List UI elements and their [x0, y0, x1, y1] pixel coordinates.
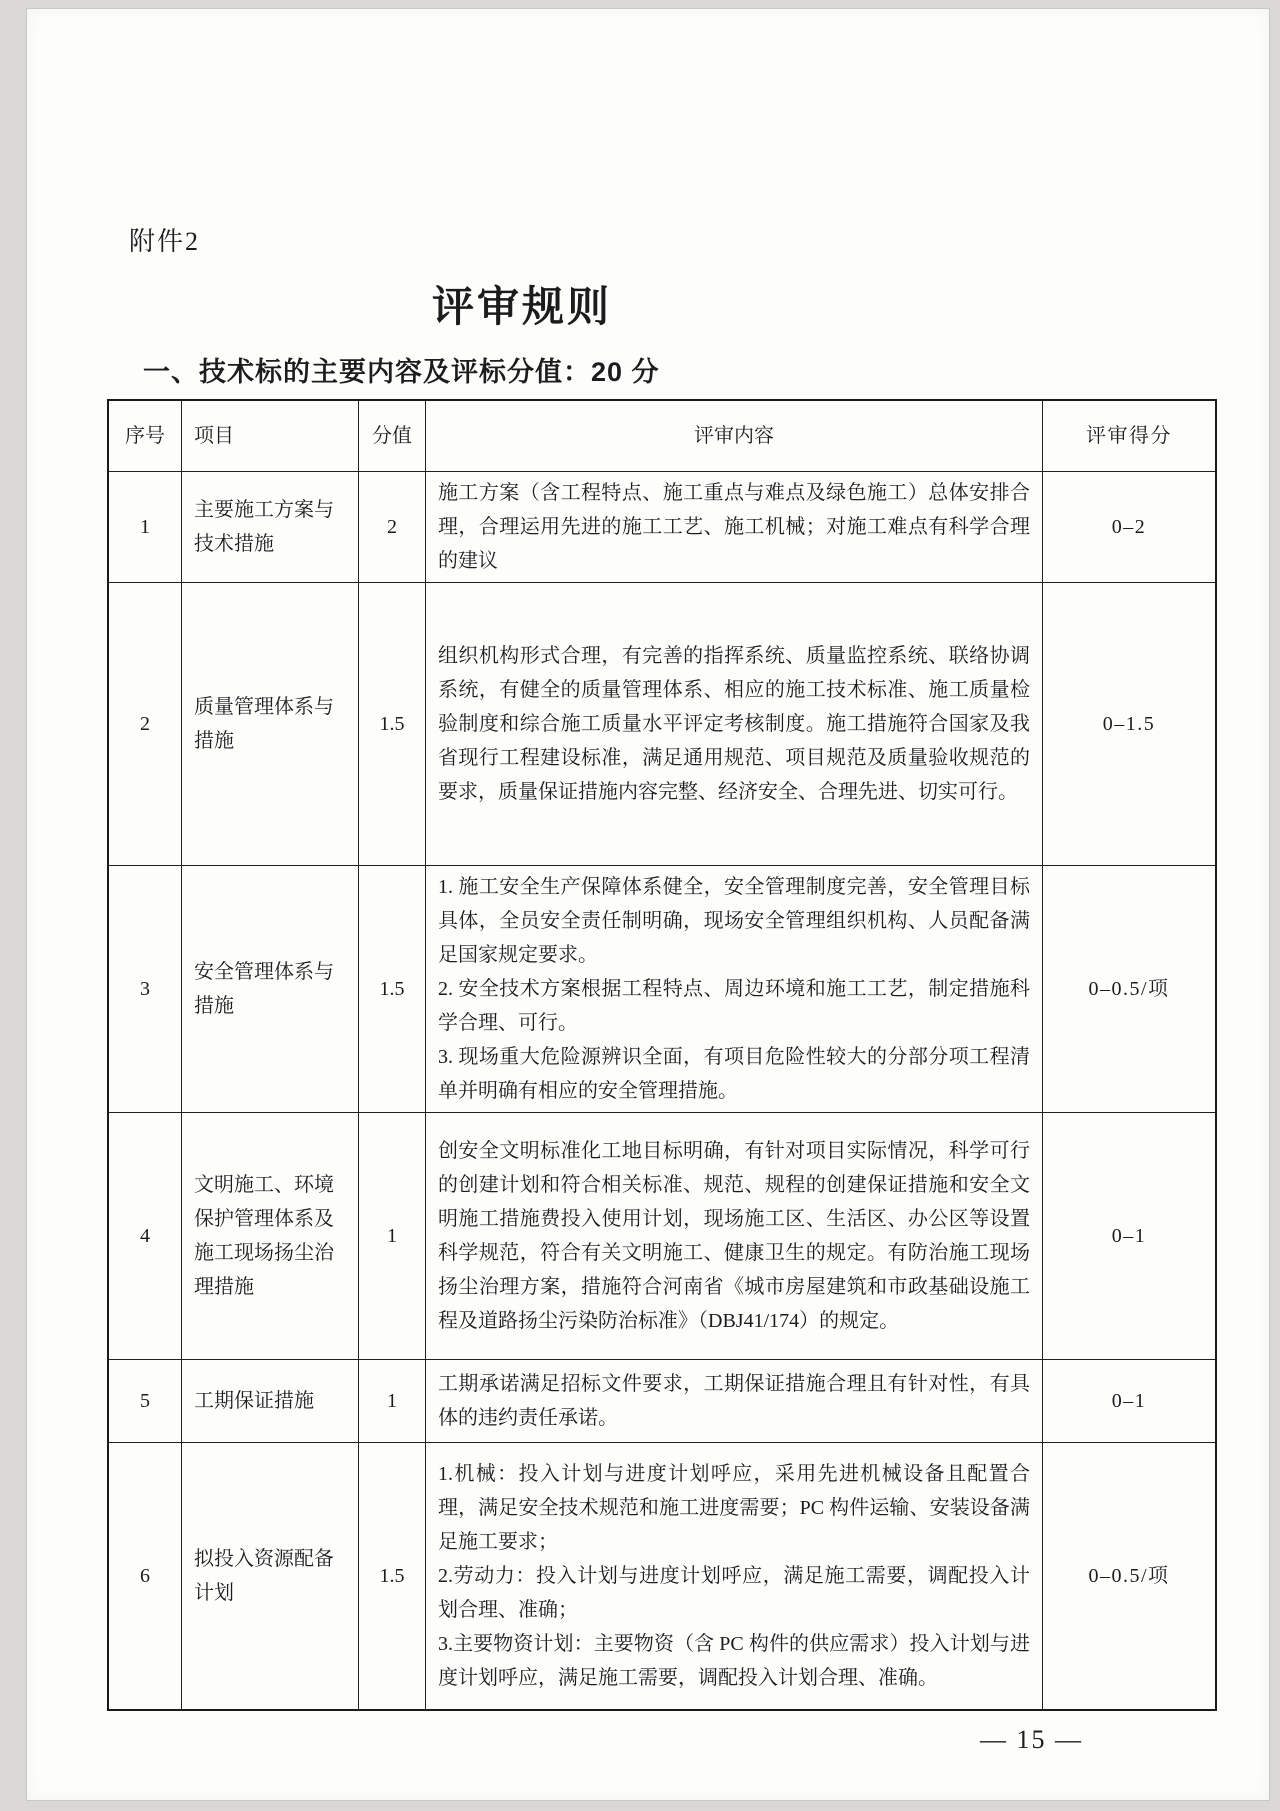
table-body [108, 472, 1216, 1711]
evaluation-rules-table [107, 399, 1217, 1711]
cell-row-number: 6 [108, 1443, 182, 1711]
page-number: — 15 — [980, 1725, 1083, 1754]
cell-score-value: 1 [359, 1113, 426, 1360]
cell-item-name: 质量管理体系与措施 [182, 583, 359, 866]
table-row [108, 1360, 1216, 1443]
table-header [108, 400, 1216, 472]
review-content-paragraph: 组织机构形式合理，有完善的指挥系统、质量监控系统、联络协调系统，有健全的质量管理体系、相应的施工技术标准、施工质量检验制度和综合施工质量水平评定考核制度。施工措施符合国家及我省现行工程建设标准，满足通用规范、项目规范及质量验收规范的要求，质量保证措施内容完整、经济安全、合理先进、切实可行。 [438, 645, 1030, 803]
cell-score-range: 0–0.5/项 [1043, 1443, 1217, 1711]
cell-score-value: 1 [359, 1360, 426, 1443]
column-header-result: 评审得分 [1043, 400, 1217, 472]
column-header-score: 分值 [359, 400, 426, 472]
review-content-paragraph: 3. 现场重大危险源辨识全面，有项目危险性较大的分部分项工程清单并明确有相应的安全管理措施。 [438, 1046, 1030, 1102]
cell-review-content [426, 866, 1043, 1113]
cell-row-number: 2 [108, 583, 182, 866]
cell-item-name: 主要施工方案与技术措施 [182, 472, 359, 583]
cell-review-content [426, 1360, 1043, 1443]
table-header-row [108, 400, 1216, 472]
cell-score-range: 0–1 [1043, 1360, 1217, 1443]
review-content-paragraph: 1. 施工安全生产保障体系健全，安全管理制度完善，安全管理目标具体，全员安全责任制明确，现场安全管理组织机构、人员配备满足国家规定要求。 [438, 876, 1030, 966]
cell-row-number: 4 [108, 1113, 182, 1360]
cell-score-range: 0–1 [1043, 1113, 1217, 1360]
cell-item-name: 工期保证措施 [182, 1360, 359, 1443]
document-page [26, 8, 1270, 1801]
document-title: 评审规则 [431, 285, 612, 331]
cell-item-name: 文明施工、环境保护管理体系及施工现场扬尘治理措施 [182, 1113, 359, 1360]
cell-review-content [426, 1113, 1043, 1360]
cell-score-value: 1.5 [359, 1443, 426, 1711]
review-content-paragraph: 3.主要物资计划：主要物资（含 PC 构件的供应需求）投入计划与进度计划呼应，满足施工需要，调配投入计划合理、准确。 [438, 1633, 1030, 1689]
cell-score-range: 0–0.5/项 [1043, 866, 1217, 1113]
cell-score-value: 2 [359, 472, 426, 583]
title-block [107, 274, 937, 334]
cell-row-number: 3 [108, 866, 182, 1113]
cell-score-value: 1.5 [359, 866, 426, 1113]
table-row [108, 583, 1216, 866]
table-row [108, 866, 1216, 1113]
table-row [108, 1113, 1216, 1360]
cell-item-name: 安全管理体系与措施 [182, 866, 359, 1113]
cell-score-range: 0–1.5 [1043, 583, 1217, 866]
review-content-paragraph: 1.机械：投入计划与进度计划呼应，采用先进机械设备且配置合理，满足安全技术规范和施工进度需要；PC 构件运输、安装设备满足施工要求； [438, 1463, 1030, 1553]
table-row [108, 472, 1216, 583]
cell-review-content [426, 472, 1043, 583]
review-content-paragraph: 施工方案（含工程特点、施工重点与难点及绿色施工）总体安排合理，合理运用先进的施工工艺、施工机械；对施工难点有科学合理的建议 [438, 482, 1030, 572]
review-content-paragraph: 创安全文明标准化工地目标明确，有针对项目实际情况，科学可行的创建计划和符合相关标准、规范、规程的创建保证措施和安全文明施工措施费投入使用计划，现场施工区、生活区、办公区等设置科学规范，符合有关文明施工、健康卫生的规定。有防治施工现场扬尘治理方案，措施符合河南省《城市房屋建筑和市政基础设施工程及道路扬尘污染防治标准》（DBJ41/174）的规定。 [438, 1140, 1030, 1332]
cell-row-number: 1 [108, 472, 182, 583]
review-content-paragraph: 工期承诺满足招标文件要求，工期保证措施合理且有针对性，有具体的违约责任承诺。 [438, 1373, 1030, 1429]
section-heading: 一、技术标的主要内容及评标分值：20 分 [143, 357, 660, 387]
document-content [27, 9, 1172, 1755]
review-content-paragraph: 2.劳动力：投入计划与进度计划呼应，满足施工需要，调配投入计划合理、准确； [438, 1565, 1030, 1621]
column-header-item: 项目 [182, 400, 359, 472]
review-content-paragraph: 2. 安全技术方案根据工程特点、周边环境和施工工艺，制定措施科学合理、可行。 [438, 978, 1030, 1034]
cell-review-content [426, 1443, 1043, 1711]
column-header-content: 评审内容 [426, 400, 1043, 472]
cell-row-number: 5 [108, 1360, 182, 1443]
cell-item-name: 拟投入资源配备计划 [182, 1443, 359, 1711]
cell-score-range: 0–2 [1043, 472, 1217, 583]
column-header-no: 序号 [108, 400, 182, 472]
table-row [108, 1443, 1216, 1711]
attachment-label: 附件2 [129, 227, 201, 256]
cell-review-content [426, 583, 1043, 866]
cell-score-value: 1.5 [359, 583, 426, 866]
